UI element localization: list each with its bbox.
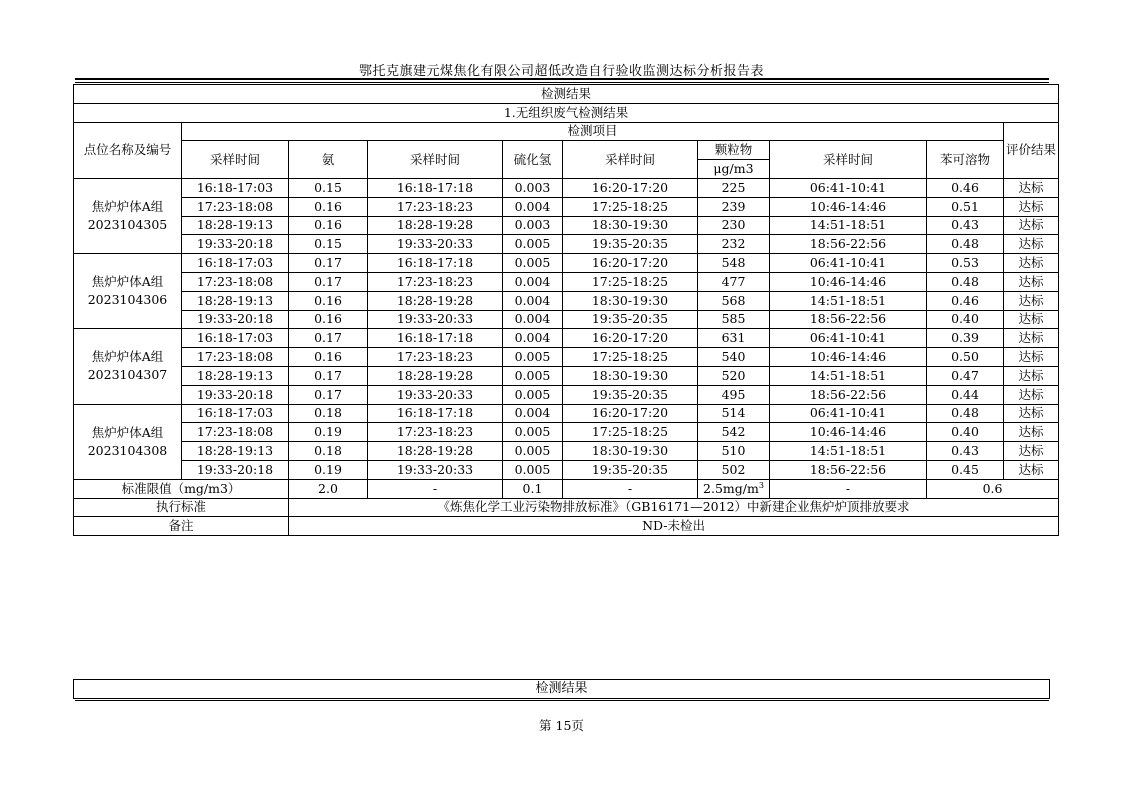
cell-time1: 19:33-20:18 xyxy=(182,385,289,404)
cell-time2: 18:28-19:28 xyxy=(368,442,503,461)
cell-time2: 16:18-17:18 xyxy=(368,254,503,273)
cell-h2s: 0.005 xyxy=(503,423,563,442)
cell-bsm: 0.53 xyxy=(927,254,1004,273)
cell-time1: 18:28-19:13 xyxy=(182,216,289,235)
cell-time3: 17:25-18:25 xyxy=(563,348,698,367)
cell-bsm: 0.45 xyxy=(927,460,1004,479)
cell-eval: 达标 xyxy=(1004,366,1059,385)
subsection-title: 1.无组织废气检测结果 xyxy=(74,103,1059,122)
cell-pm: 585 xyxy=(698,310,770,329)
cell-pm: 495 xyxy=(698,385,770,404)
cell-time2: 16:18-17:18 xyxy=(368,404,503,423)
cell-time4: 06:41-10:41 xyxy=(770,178,927,197)
cell-ammonia: 0.19 xyxy=(289,423,368,442)
header-ammonia: 氨 xyxy=(289,141,368,179)
table-row xyxy=(74,348,1059,367)
cell-h2s: 0.005 xyxy=(503,366,563,385)
cell-time1: 18:28-19:13 xyxy=(182,442,289,461)
cell-bsm: 0.43 xyxy=(927,216,1004,235)
table-row xyxy=(74,404,1059,423)
cell-time2: 17:23-18:23 xyxy=(368,272,503,291)
location-name: 焦炉炉体A组 xyxy=(91,424,164,440)
cell-bsm: 0.40 xyxy=(927,310,1004,329)
cell-time3: 18:30-19:30 xyxy=(563,442,698,461)
cell-time4: 10:46-14:46 xyxy=(770,197,927,216)
cell-bsm: 0.46 xyxy=(927,291,1004,310)
cell-ammonia: 0.15 xyxy=(289,235,368,254)
cell-ammonia: 0.19 xyxy=(289,460,368,479)
cell-time3: 18:30-19:30 xyxy=(563,291,698,310)
cell-bsm: 0.48 xyxy=(927,272,1004,291)
cell-time3: 16:20-17:20 xyxy=(563,329,698,348)
cell-h2s: 0.005 xyxy=(503,385,563,404)
cell-eval: 达标 xyxy=(1004,385,1059,404)
cell-time4: 10:46-14:46 xyxy=(770,423,927,442)
cell-ammonia: 0.17 xyxy=(289,254,368,273)
cell-h2s: 0.003 xyxy=(503,178,563,197)
cell-eval: 达标 xyxy=(1004,348,1059,367)
header-bsm: 苯可溶物 xyxy=(927,141,1004,179)
cell-pm: 510 xyxy=(698,442,770,461)
cell-eval: 达标 xyxy=(1004,254,1059,273)
cell-h2s: 0.004 xyxy=(503,291,563,310)
footer-rule xyxy=(75,700,1049,701)
header-pm: 颗粒物 xyxy=(698,141,770,160)
table-row xyxy=(74,310,1059,329)
cell-eval: 达标 xyxy=(1004,235,1059,254)
cell-eval: 达标 xyxy=(1004,291,1059,310)
document-title: 鄂托克旗建元煤焦化有限公司超低改造自行验收监测达标分析报告表 xyxy=(358,64,764,79)
cell-eval: 达标 xyxy=(1004,216,1059,235)
limit-pm-sup: 3 xyxy=(758,480,764,490)
cell-pm: 631 xyxy=(698,329,770,348)
cell-h2s: 0.005 xyxy=(503,348,563,367)
page-number: 第 15页 xyxy=(539,718,584,733)
cell-time3: 18:30-19:30 xyxy=(563,366,698,385)
cell-time2: 18:28-19:28 xyxy=(368,366,503,385)
cell-time2: 19:33-20:33 xyxy=(368,385,503,404)
location-code: 2023104305 xyxy=(87,217,168,233)
cell-ammonia: 0.17 xyxy=(289,366,368,385)
cell-pm: 514 xyxy=(698,404,770,423)
cell-time1: 19:33-20:18 xyxy=(182,235,289,254)
cell-time2: 19:33-20:33 xyxy=(368,460,503,479)
limit-time3: - xyxy=(563,479,698,498)
location-cell xyxy=(74,254,182,329)
table-row xyxy=(74,272,1059,291)
cell-time1: 16:18-17:03 xyxy=(182,178,289,197)
location-code: 2023104306 xyxy=(87,292,168,308)
table-row xyxy=(74,423,1059,442)
location-code: 2023104308 xyxy=(87,442,168,458)
cell-time1: 17:23-18:08 xyxy=(182,272,289,291)
limit-bsm: 0.6 xyxy=(927,479,1059,498)
cell-ammonia: 0.16 xyxy=(289,216,368,235)
cell-pm: 477 xyxy=(698,272,770,291)
cell-time4: 14:51-18:51 xyxy=(770,216,927,235)
cell-h2s: 0.005 xyxy=(503,235,563,254)
cell-eval: 达标 xyxy=(1004,310,1059,329)
limit-time4: - xyxy=(770,479,927,498)
cell-bsm: 0.51 xyxy=(927,197,1004,216)
title-rule xyxy=(75,78,1049,80)
cell-pm: 540 xyxy=(698,348,770,367)
cell-ammonia: 0.17 xyxy=(289,329,368,348)
cell-time4: 06:41-10:41 xyxy=(770,329,927,348)
location-code: 2023104307 xyxy=(87,367,168,383)
header-items: 检测项目 xyxy=(182,122,1004,141)
remarks-label: 备注 xyxy=(74,517,289,536)
cell-time4: 06:41-10:41 xyxy=(770,254,927,273)
cell-ammonia: 0.16 xyxy=(289,291,368,310)
cell-pm: 239 xyxy=(698,197,770,216)
limit-time2: - xyxy=(368,479,503,498)
cell-eval: 达标 xyxy=(1004,442,1059,461)
cell-time2: 17:23-18:23 xyxy=(368,348,503,367)
cell-pm: 225 xyxy=(698,178,770,197)
table-row xyxy=(74,442,1059,461)
table-row xyxy=(74,178,1059,197)
cell-time3: 16:20-17:20 xyxy=(563,404,698,423)
cell-time4: 14:51-18:51 xyxy=(770,291,927,310)
table-row xyxy=(74,385,1059,404)
cell-pm: 568 xyxy=(698,291,770,310)
cell-ammonia: 0.17 xyxy=(289,385,368,404)
cell-time2: 18:28-19:28 xyxy=(368,216,503,235)
header-time2: 采样时间 xyxy=(368,141,503,179)
remarks-value: ND-未检出 xyxy=(289,517,1059,536)
footer-section-label: 检测结果 xyxy=(73,679,1050,699)
cell-h2s: 0.005 xyxy=(503,460,563,479)
table-row xyxy=(74,216,1059,235)
cell-h2s: 0.004 xyxy=(503,272,563,291)
header-h2s: 硫化氢 xyxy=(503,141,563,179)
cell-time3: 17:25-18:25 xyxy=(563,423,698,442)
cell-time2: 16:18-17:18 xyxy=(368,178,503,197)
cell-time4: 18:56-22:56 xyxy=(770,235,927,254)
cell-pm: 230 xyxy=(698,216,770,235)
cell-time3: 16:20-17:20 xyxy=(563,254,698,273)
header-location: 点位名称及编号 xyxy=(74,122,182,178)
location-cell xyxy=(74,178,182,253)
cell-time4: 14:51-18:51 xyxy=(770,442,927,461)
cell-eval: 达标 xyxy=(1004,197,1059,216)
cell-time2: 17:23-18:23 xyxy=(368,197,503,216)
cell-bsm: 0.43 xyxy=(927,442,1004,461)
cell-time4: 10:46-14:46 xyxy=(770,272,927,291)
cell-ammonia: 0.16 xyxy=(289,310,368,329)
cell-time4: 06:41-10:41 xyxy=(770,404,927,423)
cell-time2: 19:33-20:33 xyxy=(368,235,503,254)
cell-pm: 502 xyxy=(698,460,770,479)
cell-time1: 16:18-17:03 xyxy=(182,329,289,348)
location-cell xyxy=(74,329,182,404)
cell-h2s: 0.005 xyxy=(503,254,563,273)
cell-h2s: 0.004 xyxy=(503,329,563,348)
table-row xyxy=(74,254,1059,273)
cell-pm: 232 xyxy=(698,235,770,254)
cell-ammonia: 0.18 xyxy=(289,404,368,423)
header-pm-unit: μg/m3 xyxy=(698,160,770,179)
cell-time2: 17:23-18:23 xyxy=(368,423,503,442)
cell-pm: 548 xyxy=(698,254,770,273)
header-time1: 采样时间 xyxy=(182,141,289,179)
cell-time4: 18:56-22:56 xyxy=(770,385,927,404)
location-name: 焦炉炉体A组 xyxy=(91,274,164,290)
cell-time1: 17:23-18:08 xyxy=(182,423,289,442)
cell-time4: 10:46-14:46 xyxy=(770,348,927,367)
header-eval: 评价结果 xyxy=(1004,122,1059,178)
cell-ammonia: 0.16 xyxy=(289,197,368,216)
cell-h2s: 0.004 xyxy=(503,197,563,216)
cell-ammonia: 0.15 xyxy=(289,178,368,197)
cell-eval: 达标 xyxy=(1004,329,1059,348)
cell-time3: 17:25-18:25 xyxy=(563,272,698,291)
header-time4: 采样时间 xyxy=(770,141,927,179)
limit-pm xyxy=(698,479,770,498)
cell-bsm: 0.47 xyxy=(927,366,1004,385)
cell-bsm: 0.48 xyxy=(927,404,1004,423)
table-row xyxy=(74,235,1059,254)
cell-time1: 18:28-19:13 xyxy=(182,291,289,310)
cell-ammonia: 0.16 xyxy=(289,348,368,367)
cell-time3: 19:35-20:35 xyxy=(563,235,698,254)
location-name: 焦炉炉体A组 xyxy=(91,199,164,215)
cell-bsm: 0.46 xyxy=(927,178,1004,197)
cell-time4: 18:56-22:56 xyxy=(770,310,927,329)
cell-pm: 520 xyxy=(698,366,770,385)
cell-eval: 达标 xyxy=(1004,404,1059,423)
cell-time3: 19:35-20:35 xyxy=(563,310,698,329)
cell-bsm: 0.50 xyxy=(927,348,1004,367)
limit-h2s: 0.1 xyxy=(503,479,563,498)
cell-ammonia: 0.18 xyxy=(289,442,368,461)
cell-h2s: 0.004 xyxy=(503,310,563,329)
cell-time1: 18:28-19:13 xyxy=(182,366,289,385)
cell-eval: 达标 xyxy=(1004,460,1059,479)
table-row xyxy=(74,291,1059,310)
results-table xyxy=(73,84,1059,536)
header-time3: 采样时间 xyxy=(563,141,698,179)
cell-time2: 19:33-20:33 xyxy=(368,310,503,329)
location-cell xyxy=(74,404,182,479)
cell-time1: 19:33-20:18 xyxy=(182,460,289,479)
table-row xyxy=(74,460,1059,479)
table-row xyxy=(74,366,1059,385)
section-header: 检测结果 xyxy=(74,85,1059,104)
standard-value: 《炼焦化学工业污染物排放标准》（GB16171—2012）中新建企业焦炉炉顶排放要求 xyxy=(289,498,1059,517)
cell-bsm: 0.48 xyxy=(927,235,1004,254)
cell-bsm: 0.40 xyxy=(927,423,1004,442)
cell-time3: 19:35-20:35 xyxy=(563,460,698,479)
cell-time1: 17:23-18:08 xyxy=(182,197,289,216)
title-rule-thin xyxy=(75,82,1049,83)
cell-time1: 19:33-20:18 xyxy=(182,310,289,329)
cell-time3: 19:35-20:35 xyxy=(563,385,698,404)
limit-ammonia: 2.0 xyxy=(289,479,368,498)
limit-pm-value: 2.5mg/m xyxy=(703,480,759,496)
table-row xyxy=(74,197,1059,216)
cell-eval: 达标 xyxy=(1004,272,1059,291)
cell-time2: 16:18-17:18 xyxy=(368,329,503,348)
cell-h2s: 0.004 xyxy=(503,404,563,423)
cell-pm: 542 xyxy=(698,423,770,442)
standard-label: 执行标准 xyxy=(74,498,289,517)
cell-ammonia: 0.17 xyxy=(289,272,368,291)
cell-time4: 14:51-18:51 xyxy=(770,366,927,385)
table-row xyxy=(74,329,1059,348)
cell-time3: 16:20-17:20 xyxy=(563,178,698,197)
cell-time1: 16:18-17:03 xyxy=(182,404,289,423)
cell-time3: 18:30-19:30 xyxy=(563,216,698,235)
cell-time3: 17:25-18:25 xyxy=(563,197,698,216)
cell-time1: 16:18-17:03 xyxy=(182,254,289,273)
limits-label: 标准限值（mg/m3） xyxy=(74,479,289,498)
cell-time4: 18:56-22:56 xyxy=(770,460,927,479)
cell-h2s: 0.005 xyxy=(503,442,563,461)
location-name: 焦炉炉体A组 xyxy=(91,349,164,365)
cell-eval: 达标 xyxy=(1004,178,1059,197)
cell-bsm: 0.44 xyxy=(927,385,1004,404)
cell-time2: 18:28-19:28 xyxy=(368,291,503,310)
cell-bsm: 0.39 xyxy=(927,329,1004,348)
cell-time1: 17:23-18:08 xyxy=(182,348,289,367)
cell-h2s: 0.003 xyxy=(503,216,563,235)
cell-eval: 达标 xyxy=(1004,423,1059,442)
